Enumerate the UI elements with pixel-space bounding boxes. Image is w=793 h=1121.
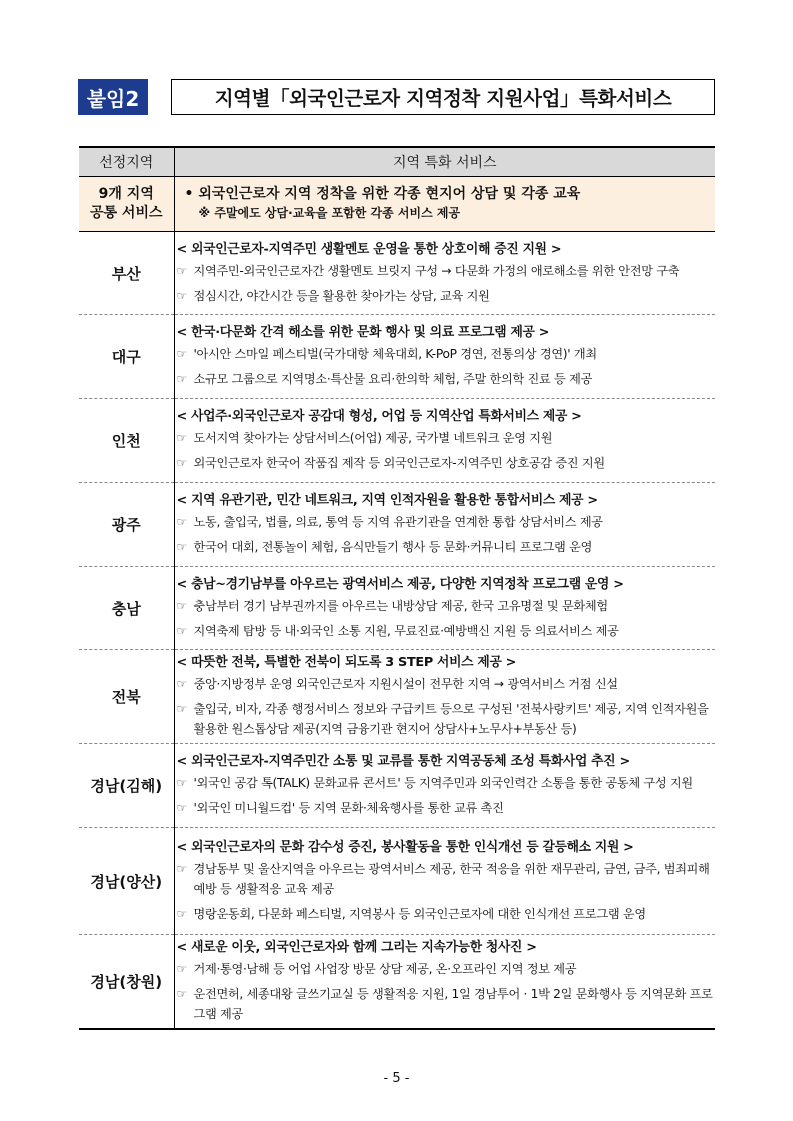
service-cell (174, 744, 715, 828)
service-item-text: '외국인 공감 톡(TALK) 문화교류 콘서트' 등 지역주민과 외국인력간 소통을 통한 공동체 구성 지원 (193, 776, 693, 790)
table-row (79, 828, 715, 935)
region-name: 광주 (79, 483, 174, 567)
service-item (177, 859, 716, 899)
service-item (177, 621, 716, 641)
service-item (177, 453, 716, 473)
service-item-text: 지역주민-외국인근로자간 생활멘토 브릿지 구성 → 다문화 가정의 애로해소를 위한 안전망 구축 (193, 263, 680, 278)
service-item (177, 699, 716, 739)
table-row (79, 650, 715, 744)
service-item-text: 충남부터 경기 남부권까지를 아우르는 내방상담 제공, 한국 고유명절 및 문화체험 (193, 598, 608, 613)
service-item-text: 외국인근로자 한국어 작품집 제작 등 외국인근로자-지역주민 상호공감 증진 지원 (193, 456, 605, 470)
table-row (79, 483, 715, 567)
service-heading: < 사업주·외국인근로자 공감대 형성, 어업 등 지역산업 특화서비스 제공 > (176, 409, 582, 424)
service-item-text: 중앙·지방정부 운영 외국인근로자 지원시설이 전무한 지역 → 광역서비스 거점 신설 (193, 677, 618, 691)
common-service-row (79, 177, 715, 232)
service-item-text: 출입국, 비자, 각종 행정서비스 정보와 구급키트 등으로 구성된 '전북사랑키트' 제공, 지역 인적자원을 활용한 원스톱상담 제공(지역 금융기관 현지어 상담사+노무사+부동산 등) (193, 702, 709, 736)
common-region-line1: 9개 지역 (98, 186, 154, 202)
attachment-badge: 붙임2 (78, 79, 148, 115)
pointing-hand-icon: ☞ (176, 906, 187, 921)
pointing-hand-icon: ☞ (176, 540, 187, 554)
service-heading: < 외국인근로자-지역주민 생활멘토 운영을 통한 상호이해 증진 지원 > (176, 241, 562, 257)
region-name: 충남 (79, 567, 174, 650)
pointing-hand-icon: ☞ (176, 962, 187, 976)
service-item-text: 명랑운동회, 다문화 페스티벌, 지역봉사 등 외국인근로자에 대한 인식개선 프로그램 운영 (193, 906, 646, 921)
table-row (79, 567, 715, 650)
service-cell (174, 935, 715, 1030)
page-number: - 5 - (383, 1071, 410, 1086)
service-heading: < 외국인근로자-지역주민간 소통 및 교류를 통한 지역공동체 조성 특화사업 추진 > (176, 754, 630, 769)
pointing-hand-icon: ☞ (176, 776, 187, 790)
service-cell (174, 399, 715, 483)
pointing-hand-icon: ☞ (176, 347, 187, 361)
service-item (177, 428, 716, 448)
service-item (177, 537, 716, 557)
service-item (177, 773, 716, 793)
service-heading: < 한국·다문화 간격 해소를 위한 문화 행사 및 의료 프로그램 제공 > (176, 325, 550, 340)
document-header (78, 79, 672, 115)
table-row (79, 232, 715, 315)
pointing-hand-icon: ☞ (176, 598, 187, 613)
region-name: 경남(양산) (79, 828, 174, 935)
service-heading: < 지역 유관기관, 민간 네트워크, 지역 인적자원을 활용한 통합서비스 제공 > (176, 493, 598, 508)
common-service-main: • 외국인근로자 지역 정착을 위한 각종 현지어 상담 및 각종 교육 (184, 186, 581, 202)
pointing-hand-icon: ☞ (176, 801, 187, 815)
pointing-hand-icon: ☞ (176, 861, 187, 876)
common-service-note: ※ 주말에도 상담·교육을 포함한 각종 서비스 제공 (198, 206, 461, 220)
service-item-text: 운전면허, 세종대왕 글쓰기교실 등 생활적응 지원, 1일 경남투어 · 1박 2일 문화행사 등 지역문화 프로그램 제공 (193, 987, 713, 1021)
service-cell (174, 828, 715, 935)
table-header-row (79, 147, 715, 177)
service-item (177, 984, 716, 1024)
service-item-text: 도서지역 찾아가는 상담서비스(어업) 제공, 국가별 네트워크 운영 지원 (193, 431, 553, 445)
service-item-text: '아시안 스마일 페스티벌(국가대항 체육대회, K-PoP 경연, 전통의상 경연)' 개최 (193, 347, 597, 361)
service-item (177, 798, 716, 818)
service-cell (174, 315, 715, 399)
column-header-region: 선정지역 (79, 147, 174, 177)
pointing-hand-icon: ☞ (176, 515, 187, 529)
pointing-hand-icon: ☞ (176, 372, 187, 386)
service-item-text: 거제·통영·남해 등 어업 사업장 방문 상담 제공, 온·오프라인 지역 정보 제공 (193, 962, 577, 976)
pointing-hand-icon: ☞ (176, 288, 187, 303)
service-item (177, 512, 716, 532)
service-item-text: 소규모 그룹으로 지역명소·특산물 요리·한의학 체험, 주말 한의학 진료 등 제공 (193, 372, 593, 386)
service-cell (174, 483, 715, 567)
pointing-hand-icon: ☞ (176, 702, 187, 716)
service-cell (174, 567, 715, 650)
service-cell (174, 650, 715, 744)
common-service-cell (174, 177, 715, 232)
region-name: 경남(창원) (79, 935, 174, 1030)
common-region-line2: 공통 서비스 (90, 205, 163, 221)
table-row (79, 315, 715, 399)
service-item (177, 261, 716, 281)
region-name: 전북 (79, 650, 174, 744)
table-row (79, 399, 715, 483)
document-title: 지역별「외국인근로자 지역정착 지원사업」특화서비스 (171, 79, 715, 115)
region-name: 인천 (79, 399, 174, 483)
region-name: 경남(김해) (79, 744, 174, 828)
service-heading: < 따뜻한 전북, 특별한 전북이 되도록 3 STEP 서비스 제공 > (176, 655, 517, 670)
column-header-service: 지역 특화 서비스 (174, 147, 715, 177)
service-item (177, 286, 716, 306)
service-item-text: 노동, 출입국, 법률, 의료, 통역 등 지역 유관기관을 연계한 통합 상담서비스 제공 (193, 515, 603, 529)
table-row (79, 744, 715, 828)
region-name: 부산 (79, 232, 174, 315)
table-row (79, 935, 715, 1030)
service-heading: < 외국인근로자의 문화 감수성 증진, 봉사활동을 통한 인식개선 등 갈등해소 지원 > (176, 839, 634, 855)
pointing-hand-icon: ☞ (176, 987, 187, 1001)
common-region-cell (79, 177, 174, 232)
pointing-hand-icon: ☞ (176, 677, 187, 691)
service-item-text: 경남동부 및 울산지역을 아우르는 광역서비스 제공, 한국 적응을 위한 재무관리, 금연, 금주, 범죄피해 예방 등 생활적응 교육 제공 (193, 861, 710, 896)
service-item-text: '외국인 미니월드컵' 등 지역 문화·체육행사를 통한 교류 촉진 (193, 801, 504, 815)
service-heading: < 충남~경기남부를 아우르는 광역서비스 제공, 다양한 지역정착 프로그램 운영 > (176, 576, 624, 592)
service-item (177, 344, 716, 364)
service-item (177, 959, 716, 979)
service-cell (174, 232, 715, 315)
service-item (177, 596, 716, 616)
service-item (177, 674, 716, 694)
service-item-text: 한국어 대회, 전통놀이 체험, 음식만들기 행사 등 문화·커뮤니티 프로그램 운영 (193, 540, 593, 554)
service-heading: < 새로운 이웃, 외국인근로자와 함께 그리는 지속가능한 청사진 > (176, 940, 537, 955)
regional-services-table (79, 146, 715, 1030)
pointing-hand-icon: ☞ (176, 431, 187, 445)
service-item (177, 369, 716, 389)
service-item (177, 904, 716, 924)
service-item-text: 지역축제 탐방 등 내·외국인 소통 지원, 무료진료·예방백신 지원 등 의료서비스 제공 (193, 623, 619, 638)
pointing-hand-icon: ☞ (176, 623, 187, 638)
pointing-hand-icon: ☞ (176, 456, 187, 470)
service-item-text: 점심시간, 야간시간 등을 활용한 찾아가는 상담, 교육 지원 (193, 288, 490, 303)
pointing-hand-icon: ☞ (176, 263, 187, 278)
region-name: 대구 (79, 315, 174, 399)
